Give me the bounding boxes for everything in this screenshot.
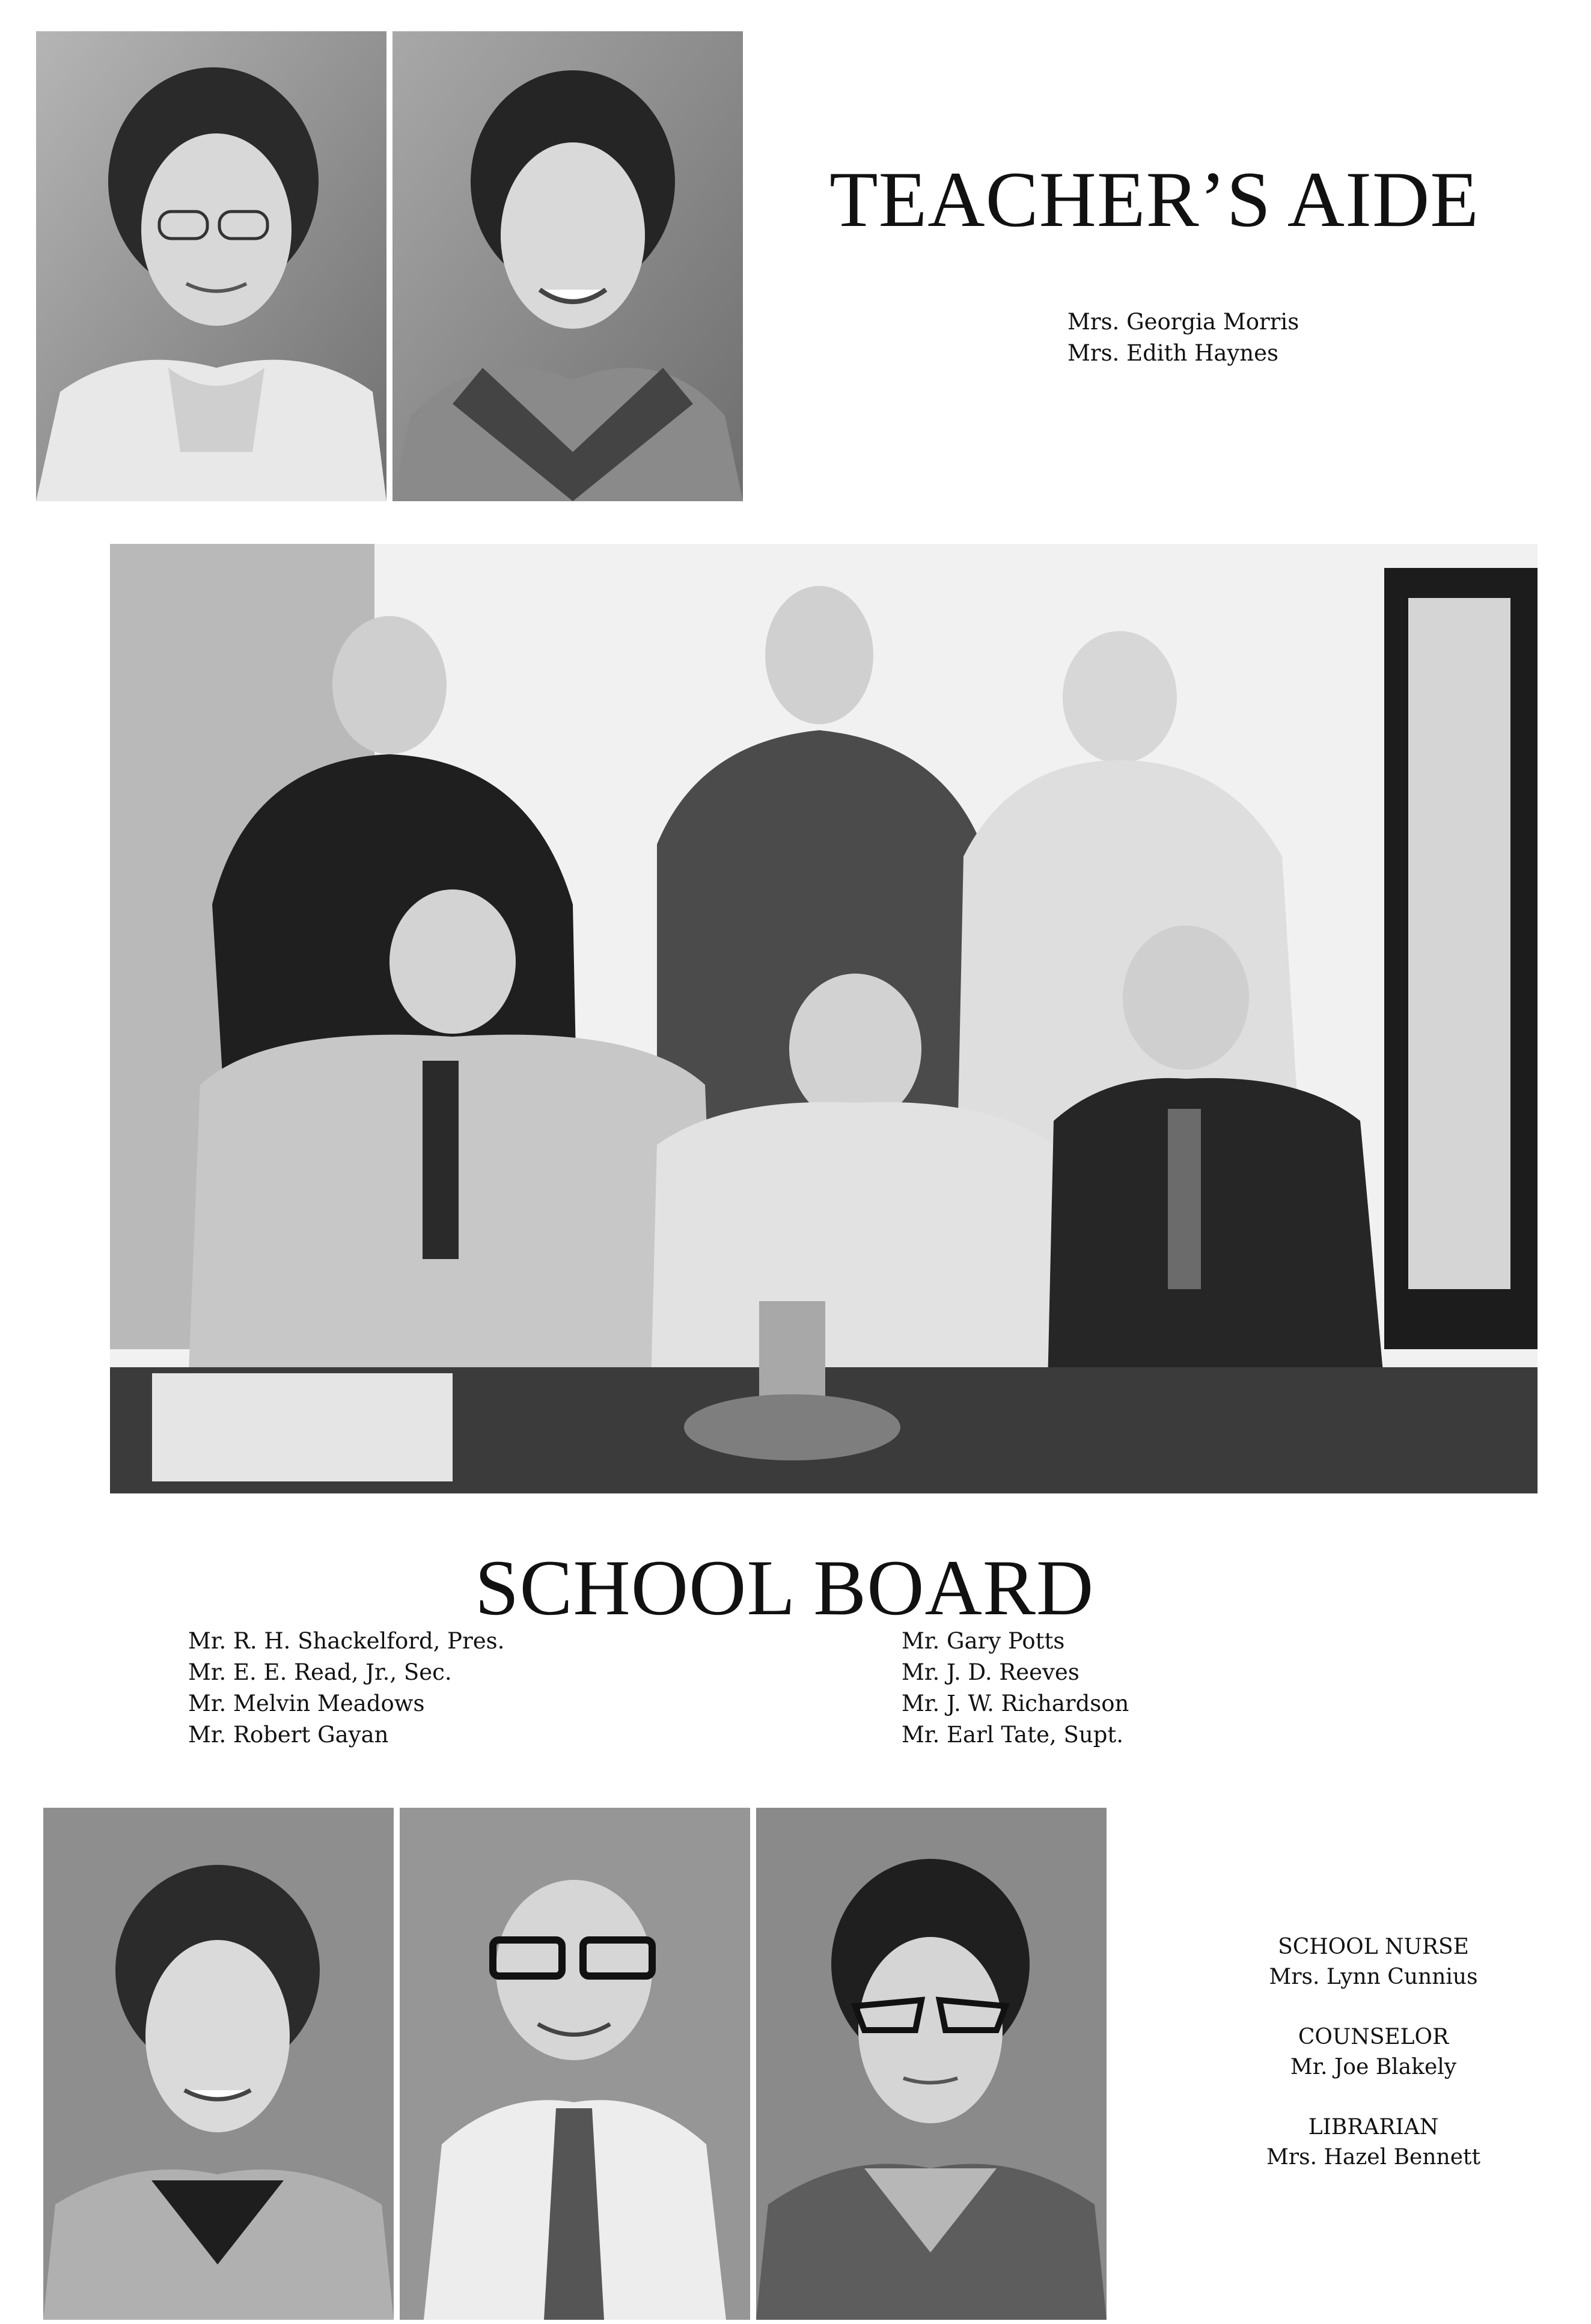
teachers-aide-names bbox=[1067, 307, 1299, 369]
aide-name: Mrs. Georgia Morris bbox=[1067, 309, 1299, 335]
staff-librarian bbox=[1235, 2112, 1512, 2173]
board-member-name: Mr. J. D. Reeves bbox=[902, 1659, 1079, 1685]
staff-role: LIBRARIAN bbox=[1308, 2115, 1439, 2139]
school-board-group-photo bbox=[110, 544, 1538, 1493]
board-member-name: Mr. Earl Tate, Supt. bbox=[902, 1722, 1124, 1748]
board-member-name: Mr. E. E. Read, Jr., Sec. bbox=[188, 1659, 452, 1685]
school-board-names-left bbox=[188, 1626, 504, 1751]
portrait-photo-lynn-cunnius bbox=[43, 1808, 394, 2320]
staff-role: COUNSELOR bbox=[1298, 2025, 1449, 2049]
portrait-photo-joe-blakely bbox=[400, 1808, 750, 2320]
school-board-heading: SCHOOL BOARD bbox=[475, 1543, 1095, 1632]
teachers-aide-heading: TEACHER’S AIDE bbox=[829, 155, 1479, 243]
aide-name: Mrs. Edith Haynes bbox=[1067, 340, 1279, 366]
board-member-name: Mr. Melvin Meadows bbox=[188, 1691, 425, 1716]
staff-name: Mrs. Lynn Cunnius bbox=[1269, 1965, 1478, 1989]
staff-name: Mrs. Hazel Bennett bbox=[1266, 2145, 1480, 2170]
staff-school-nurse bbox=[1235, 1932, 1512, 1992]
portrait-photo-edith-haynes bbox=[392, 31, 743, 501]
school-board-names-right bbox=[902, 1626, 1129, 1751]
board-member-name: Mr. J. W. Richardson bbox=[902, 1691, 1129, 1716]
board-member-name: Mr. Robert Gayan bbox=[188, 1722, 389, 1748]
portrait-photo-georgia-morris bbox=[36, 31, 386, 501]
portrait-photo-hazel-bennett bbox=[756, 1808, 1107, 2320]
staff-counselor bbox=[1235, 2022, 1512, 2082]
board-member-name: Mr. Gary Potts bbox=[902, 1628, 1065, 1654]
board-member-name: Mr. R. H. Shackelford, Pres. bbox=[188, 1628, 505, 1654]
staff-role: SCHOOL NURSE bbox=[1278, 1935, 1469, 1959]
staff-name: Mr. Joe Blakely bbox=[1290, 2055, 1457, 2079]
